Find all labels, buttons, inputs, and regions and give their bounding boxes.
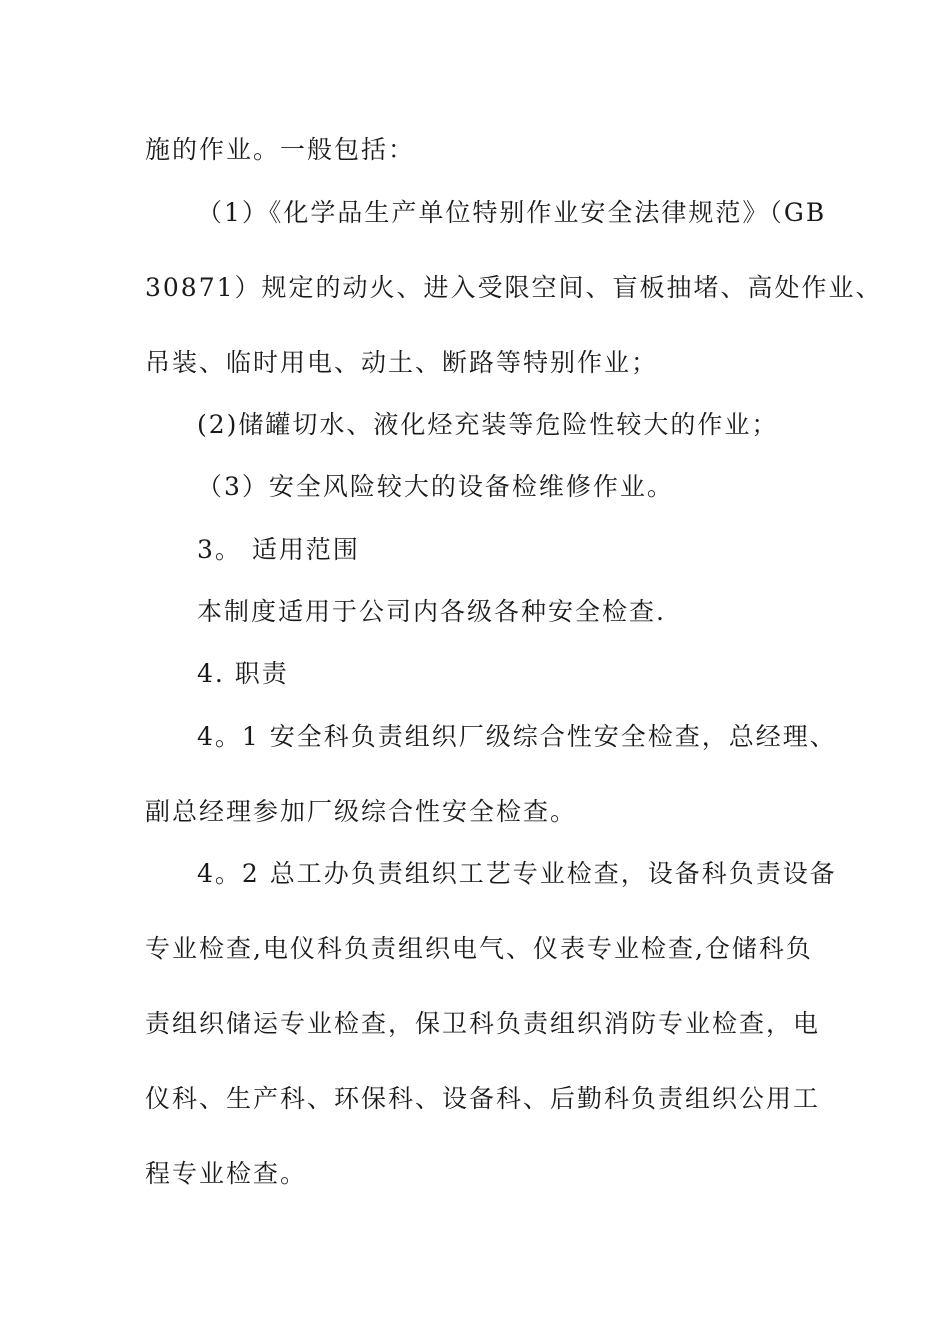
text-line: 仪科、生产科、环保科、设备科、后勤科负责组织公用工 bbox=[145, 1084, 821, 1113]
section-heading: 4. 职责 bbox=[197, 659, 289, 688]
text-line: (2)储罐切水、液化烃充装等危险性较大的作业； bbox=[197, 410, 779, 439]
text-line: 4。2 总工办负责组织工艺专业检查，设备科负责设备 bbox=[197, 859, 837, 888]
text-line: 副总经理参加厂级综合性安全检查。 bbox=[145, 797, 578, 826]
text-line: 30871）规定的动火、进入受限空间、盲板抽堵、高处作业、 bbox=[145, 273, 883, 302]
text-line: 程专业检查。 bbox=[145, 1159, 308, 1188]
text-line: 吊装、临时用电、动土、断路等特别作业； bbox=[145, 348, 659, 377]
text-line: 本制度适用于公司内各级各种安全检查. bbox=[197, 597, 666, 626]
text-line: 责组织储运专业检查，保卫科负责组织消防专业检查，电 bbox=[145, 1009, 821, 1038]
text-line: （1）《化学品生产单位特别作业安全法律规范》（GB bbox=[197, 198, 827, 227]
text-line: 4。1 安全科负责组织厂级综合性安全检查，总经理、 bbox=[197, 722, 837, 751]
text-line: 专业检查,电仪科负责组织电气、仪表专业检查,仓储科负 bbox=[145, 934, 813, 963]
text-line: 施的作业。一般包括： bbox=[145, 135, 416, 164]
text-line: （3）安全风险较大的设备检维修作业。 bbox=[197, 472, 674, 501]
section-heading: 3。 适用范围 bbox=[197, 535, 360, 564]
